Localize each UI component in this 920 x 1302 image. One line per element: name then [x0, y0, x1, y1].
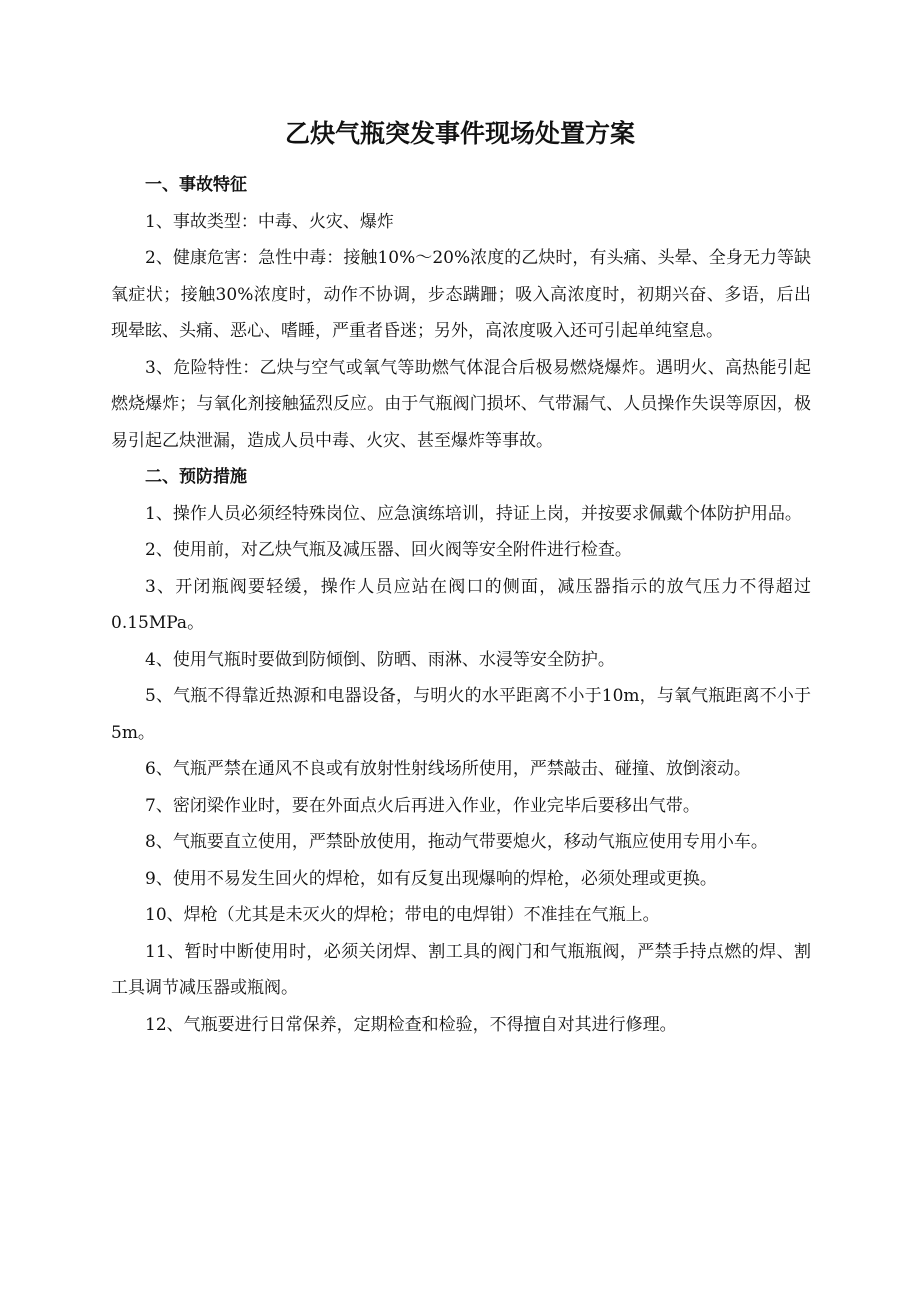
paragraph: 7、密闭梁作业时，要在外面点火后再进入作业，作业完毕后要移出气带。	[145, 795, 700, 816]
paragraph: 3、开闭瓶阀要轻缓，操作人员应站在阀口的侧面，减压器指示的放气压力不得超过0.15MPa。	[111, 576, 811, 633]
paragraph: 3、危险特性：乙炔与空气或氧气等助燃气体混合后极易燃烧爆炸。遇明火、高热能引起燃烧爆炸；与氧化剂接触猛烈反应。由于气瓶阀门损坏、气带漏气、人员操作失误等原因，极易引起乙炔泄漏，造成人员中毒、火灾、甚至爆炸等事故。	[111, 357, 811, 451]
section-heading: 二、预防措施	[145, 467, 247, 487]
paragraph: 10、焊枪（尤其是未灭火的焊枪；带电的电焊钳）不准挂在气瓶上。	[145, 905, 660, 925]
paragraph: 8、气瓶要直立使用，严禁卧放使用，拖动气带要熄火，移动气瓶应使用专用小车。	[145, 832, 768, 852]
section-accident-features	[111, 167, 811, 459]
section-heading: 一、事故特征	[145, 175, 247, 195]
paragraph: 9、使用不易发生回火的焊枪，如有反复出现爆响的焊枪，必须处理或更换。	[145, 868, 717, 889]
paragraph: 6、气瓶严禁在通风不良或有放射性射线场所使用，严禁敲击、碰撞、放倒滚动。	[145, 759, 751, 779]
document-body	[111, 167, 811, 1043]
paragraph: 1、事故类型：中毒、火灾、爆炸	[145, 211, 394, 232]
paragraph: 2、使用前，对乙炔气瓶及减压器、回火阀等安全附件进行检查。	[145, 540, 632, 560]
paragraph: 5、气瓶不得靠近热源和电器设备，与明火的水平距离不小于10m，与氧气瓶距离不小于5m。	[111, 686, 811, 743]
section-preventive-measures	[111, 459, 811, 1043]
document-title: 乙炔气瓶突发事件现场处置方案	[284, 119, 635, 148]
paragraph: 2、健康危害：急性中毒：接触10%～20%浓度的乙炔时，有头痛、头晕、全身无力等缺氧症状；接触30%浓度时，动作不协调，步态蹒跚；吸入高浓度时，初期兴奋、多语，后出现晕眩、头痛、恶心、嗜睡，严重者昏迷；另外，高浓度吸入还可引起单纯窒息。	[111, 248, 811, 341]
paragraph: 11、暂时中断使用时，必须关闭焊、割工具的阀门和气瓶瓶阀，严禁手持点燃的焊、割工具调节减压器或瓶阀。	[111, 941, 811, 998]
paragraph: 1、操作人员必须经特殊岗位、应急演练培训，持证上岗，并按要求佩戴个体防护用品。	[145, 503, 802, 524]
paragraph: 12、气瓶要进行日常保养，定期检查和检验，不得擅自对其进行修理。	[145, 1014, 677, 1035]
paragraph: 4、使用气瓶时要做到防倾倒、防晒、雨淋、水浸等安全防护。	[145, 649, 615, 670]
